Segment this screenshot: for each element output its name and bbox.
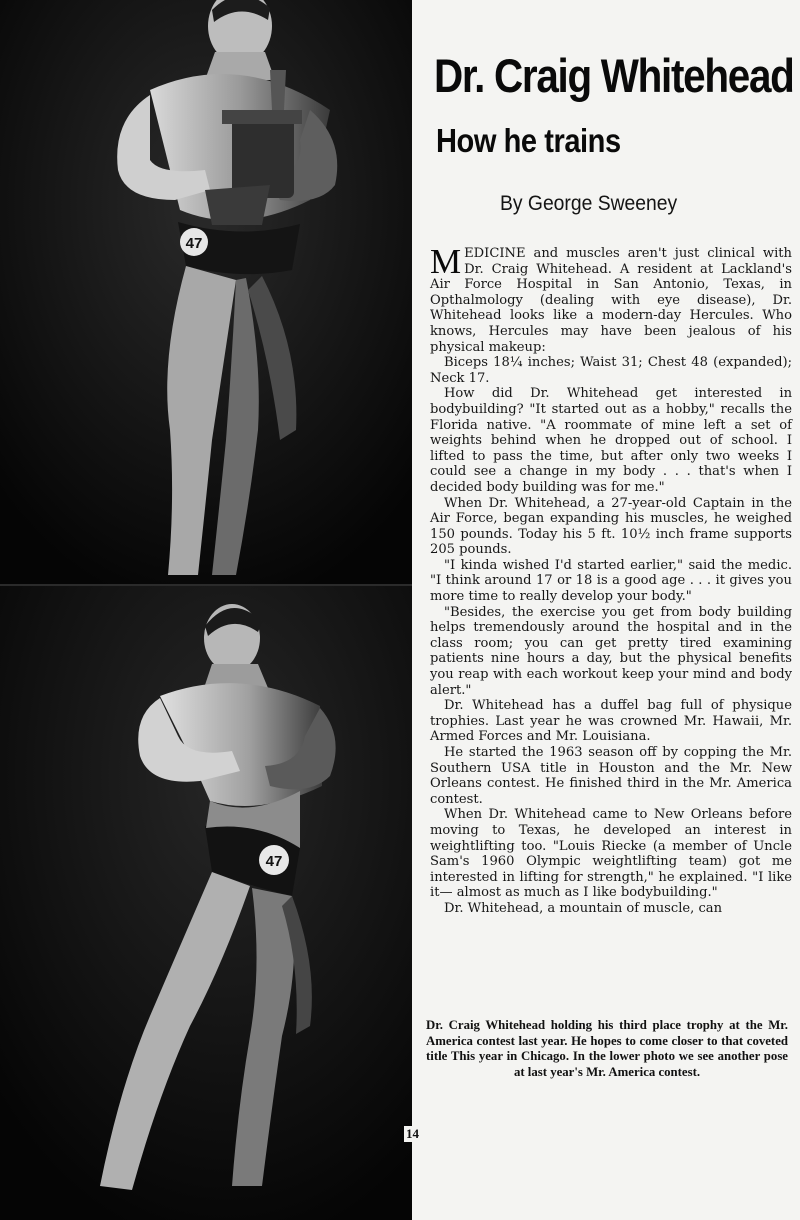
paragraph: When Dr. Whitehead, a 27-year-old Captain in the Air Force, began expanding his muscles, he weighed 150 pounds. Today his 5 ft. 10½ inch frame supports 205 pounds.	[430, 495, 792, 558]
article-body	[430, 242, 792, 917]
drop-cap: M	[430, 242, 462, 281]
photo-contest-number: 47	[185, 235, 203, 252]
paragraph: Biceps 18¼ inches; Waist 31; Chest 48 (expanded); Neck 17.	[430, 355, 792, 386]
paragraph: "Besides, the exercise you get from body building helps tremendously around the hospital and in the class room; you can get pretty tired examining patients nine hours a day, but the physical benefits you reap with each workout keep your mind and body alert."	[430, 604, 792, 698]
photo-side-pose	[0, 586, 412, 1220]
photo-trophy-pose	[0, 0, 412, 584]
paragraph: When Dr. Whitehead came to New Orleans before moving to Texas, he developed an interest in weightlifting too. "Louis Riecke (a member of Uncle Sam's 1960 Olympic weightlifting team) got me interested in lifting for strength," he explained. "I like it— almost as much as I like bodybuilding."	[430, 807, 792, 901]
paragraph: How did Dr. Whitehead get interested in bodybuilding? "It started out as a hobby," recalls the Florida native. "A roommate of mine left a set of weights behind when he dropped out of school. I lifted to pass the time, but after only two weeks I could see a change in my body . . . that's when I decided body building was for me."	[430, 386, 792, 495]
paragraph: Dr. Whitehead has a duffel bag full of physique trophies. Last year he was crowned Mr. Hawaii, Mr. Armed Forces and Mr. Louisiana.	[430, 698, 792, 745]
paragraph: MEDICINE and muscles aren't just clinical with Dr. Craig Whitehead. A resident at Lackland's Air Force Hospital in San Antonio, Texas, in Opthalmology (dealing with eye disease), Dr. Whitehead looks like a modern-day Hercules. Who knows, Hercules may have been jealous of his physical makeup:	[430, 242, 792, 355]
paragraph: Dr. Whitehead, a mountain of muscle, can	[444, 900, 723, 916]
photo-caption: Dr. Craig Whitehead holding his third place trophy at the Mr. America contest last year. He hopes to come closer to that coveted title This year in Chicago. In the lower photo we see another pose at last year's Mr. America contest.	[426, 1018, 788, 1079]
article-subtitle: How he trains	[436, 122, 621, 159]
byline: By George Sweeney	[500, 192, 678, 215]
article	[412, 0, 800, 1220]
paragraph: "I kinda wished I'd started earlier," said the medic. "I think around 17 or 18 is a good age . . . it gives you more time to really develop your body."	[430, 557, 792, 605]
article-title: Dr. Craig Whitehead	[434, 49, 794, 102]
photo-contest-number: 47	[265, 853, 283, 870]
page-number: 14	[406, 1126, 419, 1141]
paragraph: He started the 1963 season off by copping the Mr. Southern USA title in Houston and the Mr. New Orleans contest. He finished third in the Mr. America contest.	[430, 745, 792, 807]
